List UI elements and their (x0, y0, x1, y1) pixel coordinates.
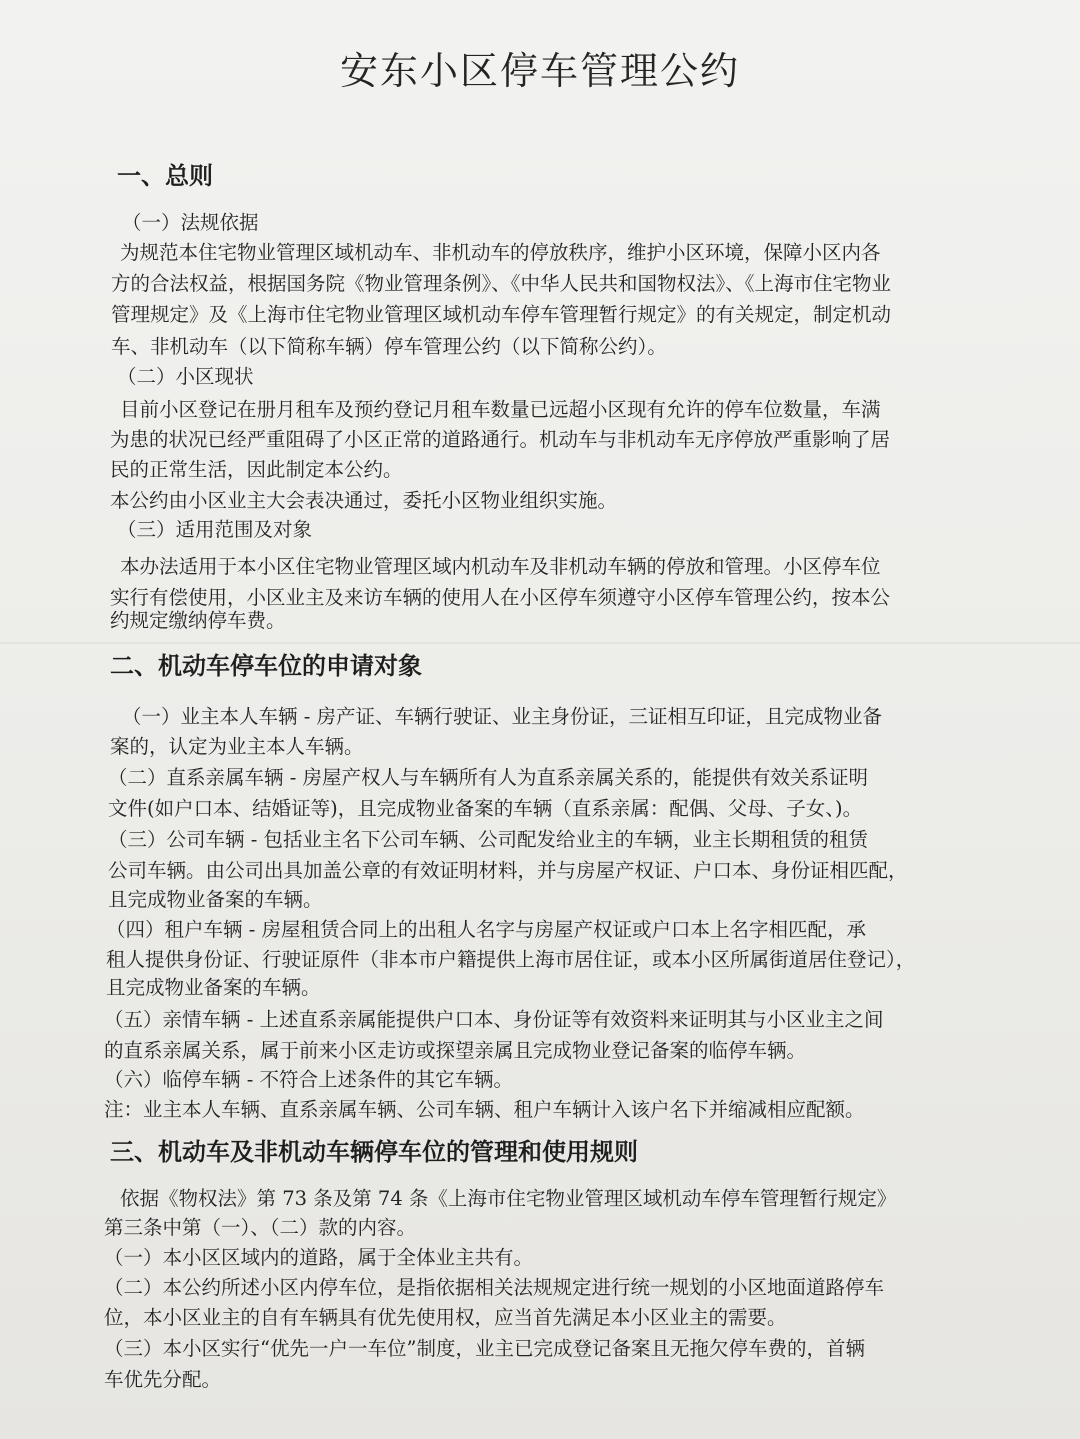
subheading-scope: （三）适用范围及对象 (117, 518, 313, 541)
list-item-continuation: 的直系亲属关系，属于前来小区走访或探望亲属且完成物业登记备案的临停车辆。 (104, 1039, 807, 1062)
list-item-continuation: 车优先分配。 (104, 1368, 222, 1391)
list-item: （三）本小区实行“优先一户一车位”制度，业主已完成登记备案且无拖欠停车费的，首辆 (104, 1337, 865, 1360)
paragraph-line: 为规范本住宅物业管理区域机动车、非机动车的停放秩序，维护小区环境，保障小区内各 (120, 241, 881, 264)
paper-fold (0, 642, 1080, 644)
section-heading-general: 一、总则 (117, 162, 213, 190)
paragraph-line: 目前小区登记在册月租车及预约登记月租车数量已远超小区现有允许的停车位数量，车满 (120, 398, 881, 421)
paragraph-line: 约规定缴纳停车费。 (110, 609, 286, 632)
section-heading-rules: 三、机动车及非机动车辆停车位的管理和使用规则 (110, 1138, 638, 1166)
list-item-continuation: 且完成物业备案的车辆。 (108, 888, 323, 911)
subheading-current-status: （二）小区现状 (117, 365, 254, 388)
paragraph-line: 本公约由小区业主大会表决通过，委托小区物业组织实施。 (110, 489, 618, 512)
section-heading-application: 二、机动车停车位的申请对象 (110, 652, 422, 680)
paragraph-line: 第三条中第（一）、（二）款的内容。 (104, 1216, 417, 1239)
note-line: 注：业主本人车辆、直系亲属车辆、公司车辆、租户车辆计入该户名下并缩减相应配额。 (104, 1098, 865, 1121)
list-item: （四）租户车辆 - 房屋租赁合同上的出租人名字与房屋产权证或户口本上名字相匹配，承 (106, 918, 866, 941)
list-item: （二）直系亲属车辆 - 房屋产权人与车辆所有人为直系亲属关系的，能提供有效关系证明 (108, 766, 868, 789)
list-item-continuation: 公司车辆。由公司出具加盖公章的有效证明材料，并与房屋产权证、户口本、身份证相匹配， (108, 859, 908, 882)
list-item-continuation: 文件(如户口本、结婚证等)，且完成物业备案的车辆（直系亲属：配偶、父母、子女、)。 (108, 797, 863, 820)
list-item: （三）公司车辆 - 包括业主名下公司车辆、公司配发给业主的车辆，业主长期租赁的租赁 (108, 828, 868, 851)
list-item: （五）亲情车辆 - 上述直系亲属能提供户口本、身份证等有效资料来证明其与小区业主之间 (104, 1008, 884, 1031)
list-item: （六）临停车辆 - 不符合上述条件的其它车辆。 (104, 1068, 513, 1091)
list-item-continuation: 案的，认定为业主本人车辆。 (110, 735, 364, 758)
paragraph-line: 本办法适用于本小区住宅物业管理区域内机动车及非机动车辆的停放和管理。小区停车位 (120, 555, 881, 578)
list-item: （一）本小区区域内的道路，属于全体业主共有。 (104, 1246, 534, 1269)
paragraph-line: 管理规定》及《上海市住宅物业管理区域机动车停车管理暂行规定》的有关规定，制定机动 (111, 303, 892, 326)
list-item: （二）本公约所述小区内停车位，是指依据相关法规规定进行统一规划的小区地面道路停车 (104, 1276, 885, 1299)
subheading-legal-basis: （一）法规依据 (122, 211, 259, 234)
paragraph-line: 方的合法权益，根据国务院《物业管理条例》、《中华人民共和国物权法》、《上海市住宅物业 (111, 272, 892, 295)
paragraph-line: 实行有偿使用，小区业主及来访车辆的使用人在小区停车须遵守小区停车管理公约，按本公 (110, 586, 891, 609)
document-title: 安东小区停车管理公约 (339, 49, 740, 93)
paragraph-line: 车、非机动车（以下简称车辆）停车管理公约（以下简称公约）。 (111, 335, 667, 358)
list-item-continuation: 位，本小区业主的自有车辆具有优先使用权，应当首先满足本小区业主的需要。 (104, 1306, 787, 1329)
paragraph-line: 依据《物权法》第 73 条及第 74 条《上海市住宅物业管理区域机动车停车管理暂行规定》 (120, 1187, 897, 1210)
list-item-continuation: 且完成物业备案的车辆。 (106, 976, 321, 999)
list-item: （一）业主本人车辆 - 房产证、车辆行驶证、业主身份证，三证相互印证，且完成物业备 (122, 705, 882, 728)
paragraph-line: 民的正常生活，因此制定本公约。 (110, 458, 403, 481)
paragraph-line: 为患的状况已经严重阻碍了小区正常的道路通行。机动车与非机动车无序停放严重影响了居 (110, 428, 891, 451)
list-item-continuation: 租人提供身份证、行驶证原件（非本市户籍提供上海市居住证，或本小区所属街道居住登记）， (106, 948, 916, 971)
